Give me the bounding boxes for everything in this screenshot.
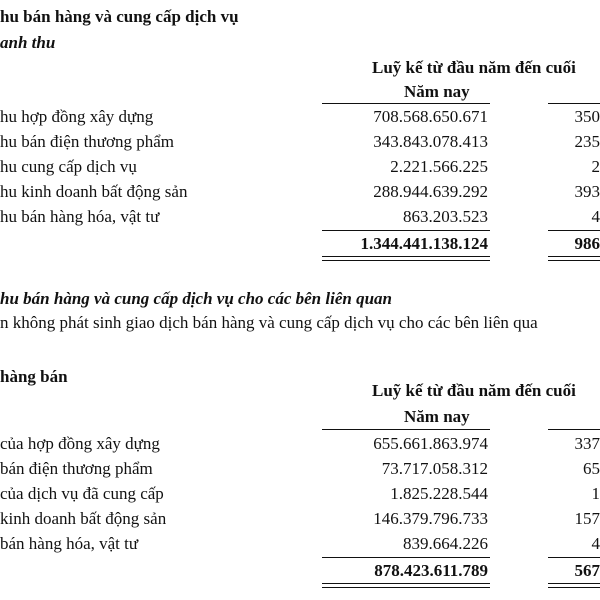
section3-total-current: 878.423.611.789 (374, 561, 488, 580)
row-label: bán hàng hóa, vật tư (0, 534, 139, 553)
section3-header-rule (322, 429, 490, 430)
row-current: 839.664.226 (403, 534, 488, 553)
row-current: 288.944.639.292 (373, 182, 488, 201)
row-prior: 65 (583, 459, 600, 478)
row-current: 73.717.058.312 (381, 459, 488, 478)
section3-header-rule-prior (548, 429, 600, 430)
section3-subtotal-rule (322, 557, 490, 558)
section3-col-header: Luỹ kế từ đầu năm đến cuối (372, 381, 576, 400)
section1-heading: hu bán hàng và cung cấp dịch vụ (0, 7, 239, 26)
row-label: bán điện thương phẩm (0, 459, 153, 478)
row-prior: 350 (574, 107, 600, 126)
row-current: 343.843.078.413 (373, 132, 488, 151)
row-label: hu bán điện thương phẩm (0, 132, 175, 151)
section2-text: n không phát sinh giao dịch bán hàng và cung cấp dịch vụ cho các bên liên qua (0, 313, 538, 332)
row-prior: 337 (574, 434, 600, 453)
row-label: hu kinh doanh bất động sản (0, 182, 188, 201)
row-label: kinh doanh bất động sản (0, 509, 167, 528)
section1-year-label: Năm nay (404, 82, 470, 101)
section1-total-prior: 986 (574, 234, 600, 253)
section1-header-rule-prior (548, 103, 600, 104)
section1-total-double-rule (322, 256, 490, 261)
section1-header-rule (322, 103, 490, 104)
section3-heading: hàng bán (0, 367, 68, 386)
section3-subtotal-rule-prior (548, 557, 600, 558)
row-current: 863.203.523 (403, 207, 488, 226)
row-current: 146.379.796.733 (373, 509, 488, 528)
section3-year-label: Năm nay (404, 407, 470, 426)
row-prior: 2 (591, 157, 600, 176)
row-current: 2.221.566.225 (390, 157, 488, 176)
section3-total-double-rule-prior (548, 583, 600, 588)
row-prior: 235 (574, 132, 600, 151)
row-prior: 393 (574, 182, 600, 201)
section1-col-header: Luỹ kế từ đầu năm đến cuối (372, 58, 576, 77)
section1-total-current: 1.344.441.138.124 (360, 234, 488, 253)
section1-subtotal-rule (322, 230, 490, 231)
section3-total-prior: 567 (574, 561, 600, 580)
section3-total-double-rule (322, 583, 490, 588)
row-label: của hợp đồng xây dựng (0, 434, 160, 453)
row-current: 655.661.863.974 (373, 434, 488, 453)
section1-subheading: anh thu (0, 33, 56, 52)
row-current: 1.825.228.544 (390, 484, 488, 503)
section2-heading: hu bán hàng và cung cấp dịch vụ cho các bên liên quan (0, 289, 392, 308)
row-label: của dịch vụ đã cung cấp (0, 484, 164, 503)
row-current: 708.568.650.671 (373, 107, 488, 126)
row-prior: 1 (591, 484, 600, 503)
row-label: hu bán hàng hóa, vật tư (0, 207, 160, 226)
row-prior: 4 (591, 207, 600, 226)
row-label: hu cung cấp dịch vụ (0, 157, 137, 176)
row-prior: 4 (591, 534, 600, 553)
section1-subtotal-rule-prior (548, 230, 600, 231)
row-prior: 157 (574, 509, 600, 528)
section1-total-double-rule-prior (548, 256, 600, 261)
row-label: hu hợp đồng xây dựng (0, 107, 154, 126)
